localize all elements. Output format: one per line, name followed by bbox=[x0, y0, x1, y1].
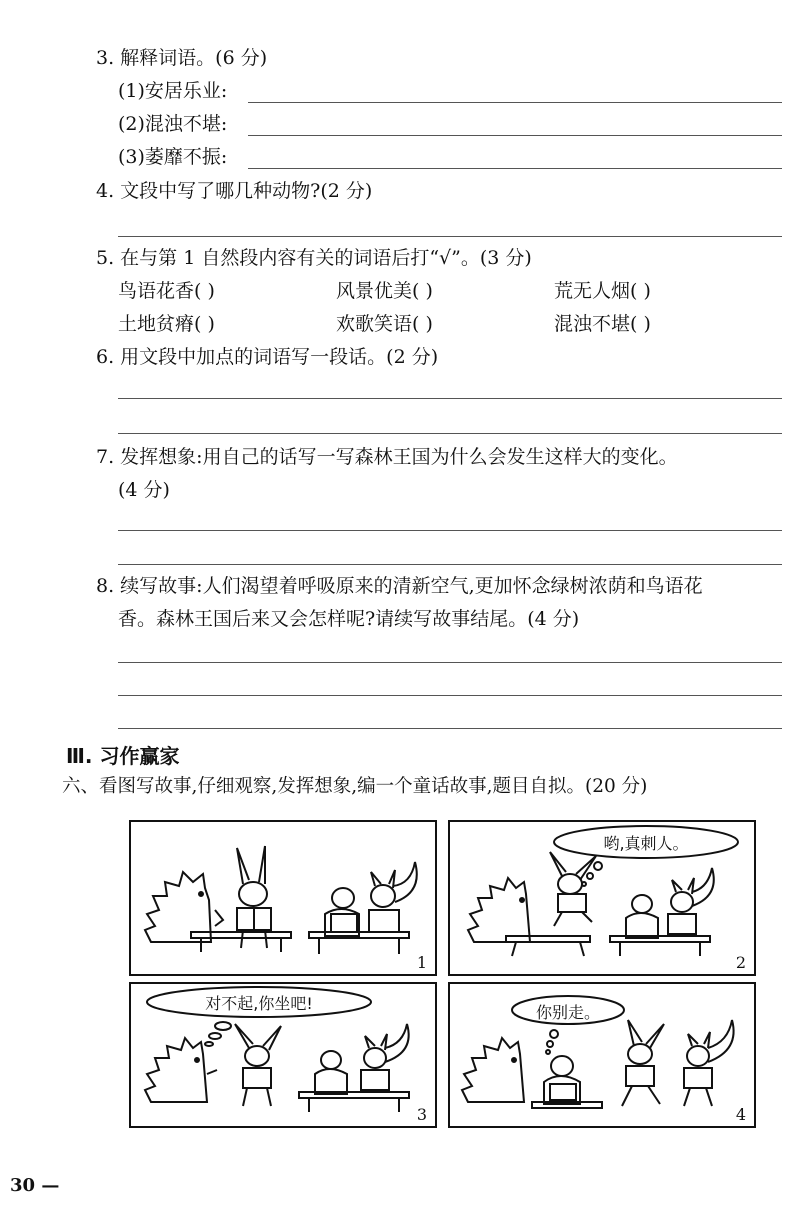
q7-answer-line-1[interactable] bbox=[118, 530, 782, 531]
comic-panel-1 bbox=[129, 820, 437, 976]
q7-title-line2: (4 分) bbox=[118, 479, 170, 501]
q7-title-line1: 7. 发挥想象:用自己的话写一写森林王国为什么会发生这样大的变化。 bbox=[96, 446, 678, 468]
q3-title: 3. 解释词语。(6 分) bbox=[96, 47, 268, 69]
q8-title-line2: 香。森林王国后来又会怎样呢?请续写故事结尾。(4 分) bbox=[118, 608, 580, 630]
q5-option[interactable]: 风景优美( ) bbox=[336, 280, 433, 302]
q6-answer-line-2[interactable] bbox=[118, 433, 782, 434]
q5-option[interactable]: 鸟语花香( ) bbox=[118, 280, 215, 302]
q8-answer-line-3[interactable] bbox=[118, 728, 782, 729]
q5-option[interactable]: 荒无人烟( ) bbox=[554, 280, 651, 302]
comic-panel-3 bbox=[129, 982, 437, 1128]
comic-panel-4 bbox=[448, 982, 756, 1128]
q5-option[interactable]: 欢歌笑语( ) bbox=[336, 313, 433, 335]
comic-panel-number: 4 bbox=[735, 1105, 746, 1124]
q3-item-2: (2)混浊不堪: bbox=[118, 113, 228, 135]
comic-panel-number: 3 bbox=[416, 1105, 427, 1124]
writing-task: 六、看图写故事,仔细观察,发挥想象,编一个童话故事,题目自拟。(20 分) bbox=[62, 776, 648, 797]
q6-title: 6. 用文段中加点的词语写一段话。(2 分) bbox=[96, 346, 439, 368]
q8-answer-line-1[interactable] bbox=[118, 662, 782, 663]
q3-answer-line-1[interactable] bbox=[248, 102, 782, 103]
q3-item-1: (1)安居乐业: bbox=[118, 80, 228, 102]
comic-panel-number: 2 bbox=[735, 953, 746, 972]
q4-title: 4. 文段中写了哪几种动物?(2 分) bbox=[96, 180, 373, 202]
q3-answer-line-3[interactable] bbox=[248, 168, 782, 169]
comic-panel-number: 1 bbox=[416, 953, 427, 972]
q5-title: 5. 在与第 1 自然段内容有关的词语后打“√”。(3 分) bbox=[96, 247, 532, 269]
q3-answer-line-2[interactable] bbox=[248, 135, 782, 136]
q8-answer-line-2[interactable] bbox=[118, 695, 782, 696]
speech-bubble-text: 哟,真刺人。 bbox=[603, 834, 689, 853]
q5-option[interactable]: 土地贫瘠( ) bbox=[118, 313, 215, 335]
q8-title-line1: 8. 续写故事:人们渴望着呼吸原来的清新空气,更加怀念绿树浓荫和鸟语花 bbox=[96, 575, 703, 597]
comic-panel-2 bbox=[448, 820, 756, 976]
q5-option[interactable]: 混浊不堪( ) bbox=[554, 313, 651, 335]
q4-answer-line[interactable] bbox=[118, 236, 782, 237]
comic-illustration-1 bbox=[131, 822, 435, 974]
speech-bubble-text: 对不起,你坐吧! bbox=[205, 994, 313, 1013]
q6-answer-line-1[interactable] bbox=[118, 398, 782, 399]
speech-bubble-text: 你别走。 bbox=[535, 1003, 600, 1022]
q7-answer-line-2[interactable] bbox=[118, 564, 782, 565]
section-heading: Ⅲ. 习作赢家 bbox=[66, 744, 180, 768]
q3-item-3: (3)萎靡不振: bbox=[118, 146, 228, 168]
page-number: 30 — bbox=[10, 1175, 60, 1196]
